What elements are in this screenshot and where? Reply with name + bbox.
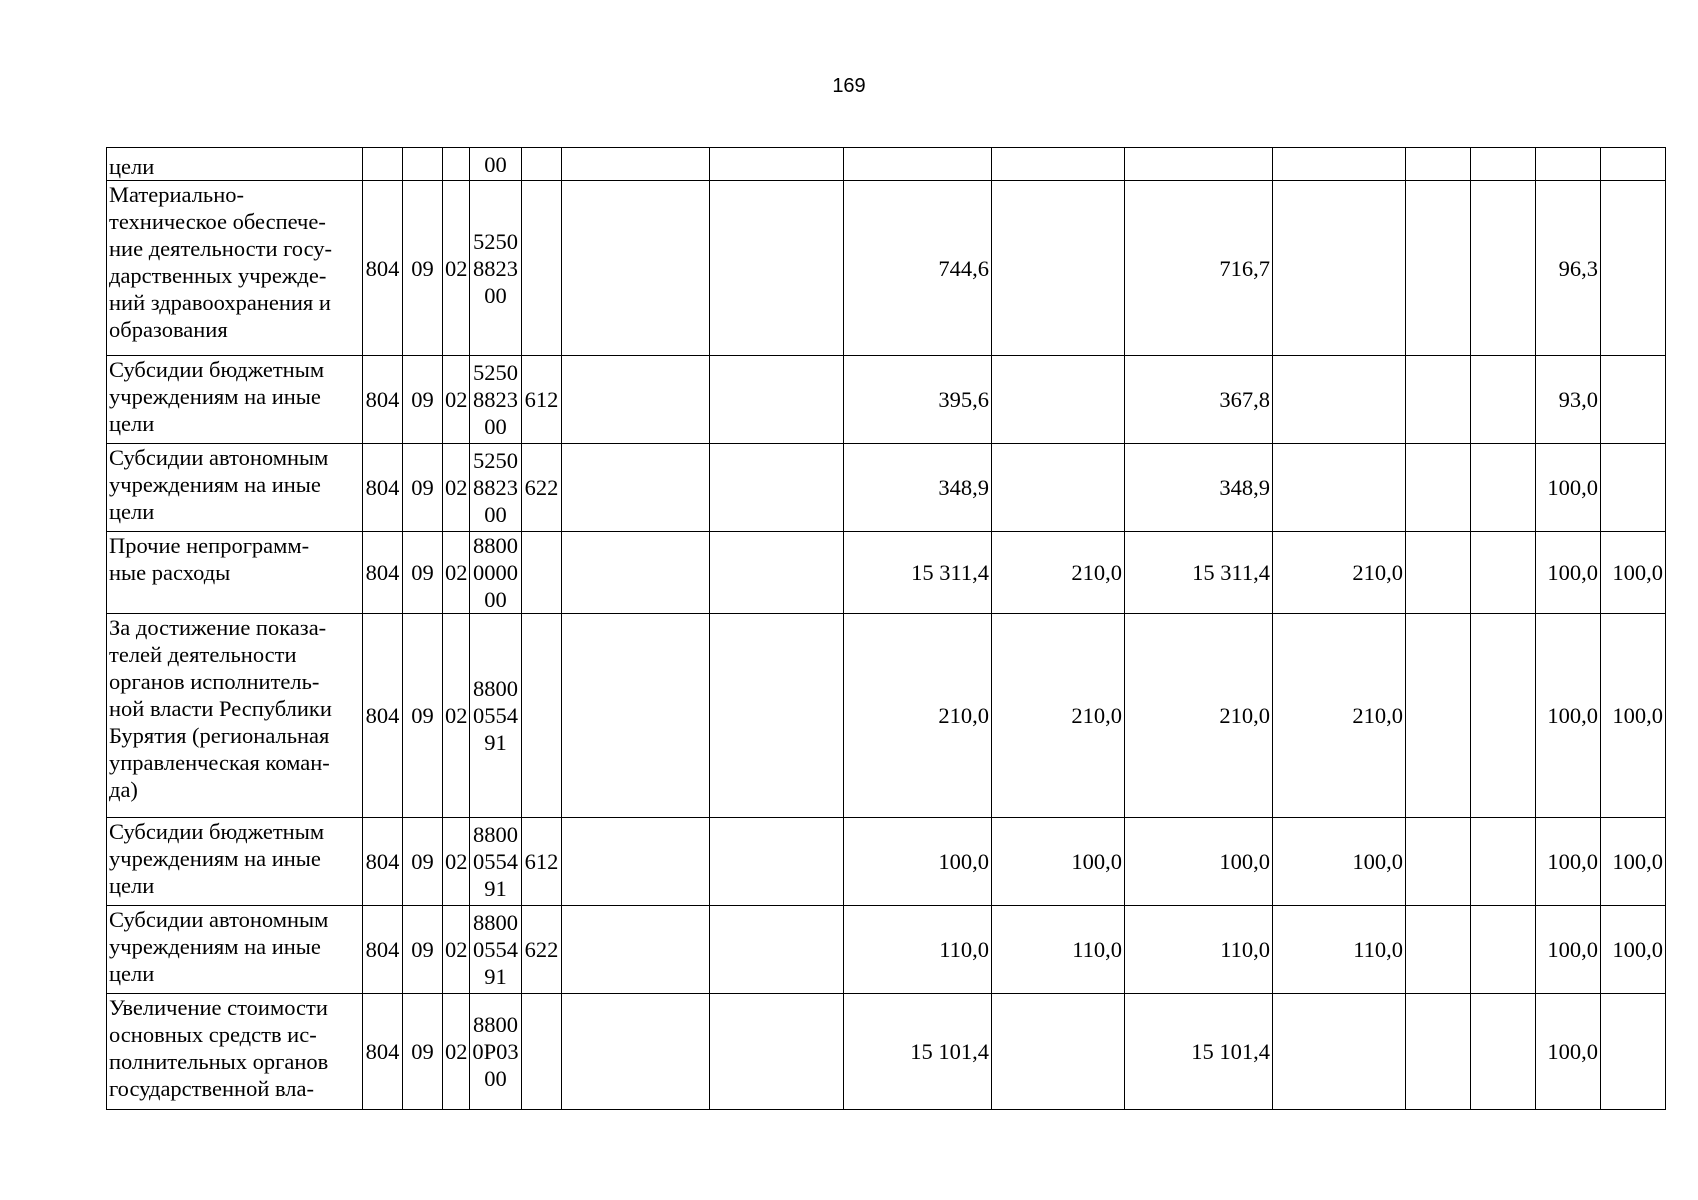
cell-fact: 110,0 [1125,906,1273,994]
cell-percent-federal [1601,181,1666,356]
table-row [107,906,1666,994]
cell-podrazdel: 02 [443,818,470,906]
table-row [107,148,1666,181]
cell-glava: 804 [363,356,403,444]
cell-percent-federal: 100,0 [1601,614,1666,818]
cell-razdel: 09 [403,356,443,444]
cell-expense-type: 612 [522,356,562,444]
cell-plan-federal: 110,0 [992,906,1125,994]
cell-empty [562,614,710,818]
cell-name: Субсидии автономным учреждениям на иные цели [107,906,363,994]
cell-plan: 210,0 [844,614,992,818]
cell-empty [1471,906,1536,994]
table-body [107,148,1666,1110]
cell-fact-federal: 110,0 [1273,906,1406,994]
cell-empty [1406,532,1471,614]
cell-empty [1406,356,1471,444]
cell-target-article: 8800 0554 91 [470,906,522,994]
cell-empty [562,994,710,1110]
cell-empty [710,532,844,614]
cell-percent-federal: 100,0 [1601,906,1666,994]
cell-podrazdel: 02 [443,906,470,994]
cell-empty [710,148,844,181]
cell-name: Материально- техническое обеспече- ние деятельности госу- дарственных учрежде- ний здравоохранения и образования [107,181,363,356]
cell-plan [844,148,992,181]
cell-percent-federal: 100,0 [1601,818,1666,906]
cell-empty [710,994,844,1110]
cell-expense-type [522,614,562,818]
cell-empty [1406,181,1471,356]
cell-glava: 804 [363,994,403,1110]
cell-plan: 15 311,4 [844,532,992,614]
cell-empty [1406,994,1471,1110]
cell-percent-federal: 100,0 [1601,532,1666,614]
cell-empty [710,906,844,994]
cell-glava: 804 [363,181,403,356]
cell-empty [1471,181,1536,356]
cell-podrazdel: 02 [443,994,470,1110]
table-row [107,444,1666,532]
cell-empty [562,181,710,356]
cell-podrazdel: 02 [443,614,470,818]
cell-name: Субсидии бюджетным учреждениям на иные цели [107,818,363,906]
cell-fact-federal: 210,0 [1273,532,1406,614]
cell-percent-federal [1601,994,1666,1110]
cell-empty [1406,906,1471,994]
cell-empty [562,444,710,532]
cell-razdel [403,148,443,181]
table-row [107,614,1666,818]
cell-empty [1471,994,1536,1110]
cell-plan: 348,9 [844,444,992,532]
cell-percent [1536,148,1601,181]
page-number: 169 [832,75,866,97]
cell-plan: 395,6 [844,356,992,444]
cell-target-article: 5250 8823 00 [470,444,522,532]
cell-empty [710,614,844,818]
cell-percent: 93,0 [1536,356,1601,444]
cell-empty [1471,818,1536,906]
cell-percent: 96,3 [1536,181,1601,356]
cell-empty [710,181,844,356]
cell-razdel: 09 [403,444,443,532]
cell-plan-federal [992,356,1125,444]
cell-empty [562,356,710,444]
cell-percent: 100,0 [1536,906,1601,994]
cell-plan: 110,0 [844,906,992,994]
cell-expense-type [522,181,562,356]
cell-empty [1406,148,1471,181]
cell-name: Прочие непрограмм- ные расходы [107,532,363,614]
cell-plan: 100,0 [844,818,992,906]
cell-razdel: 09 [403,994,443,1110]
cell-percent: 100,0 [1536,818,1601,906]
cell-fact: 367,8 [1125,356,1273,444]
cell-empty [1471,444,1536,532]
cell-target-article: 5250 8823 00 [470,181,522,356]
table-row [107,532,1666,614]
cell-fact: 716,7 [1125,181,1273,356]
cell-razdel: 09 [403,906,443,994]
cell-percent-federal [1601,444,1666,532]
cell-empty [1406,444,1471,532]
budget-table [106,147,1666,1110]
table-row [107,818,1666,906]
cell-podrazdel: 02 [443,181,470,356]
cell-empty [1471,356,1536,444]
cell-percent: 100,0 [1536,994,1601,1110]
cell-fact-federal [1273,148,1406,181]
cell-target-article: 8800 0554 91 [470,614,522,818]
cell-razdel: 09 [403,532,443,614]
cell-empty [1471,532,1536,614]
cell-fact-federal [1273,181,1406,356]
cell-empty [710,356,844,444]
cell-empty [562,148,710,181]
cell-plan-federal [992,444,1125,532]
table-row [107,356,1666,444]
cell-expense-type: 612 [522,818,562,906]
cell-expense-type [522,994,562,1110]
cell-name: Субсидии автономным учреждениям на иные цели [107,444,363,532]
cell-empty [1471,614,1536,818]
cell-fact-federal: 210,0 [1273,614,1406,818]
cell-target-article: 5250 8823 00 [470,356,522,444]
cell-razdel: 09 [403,818,443,906]
cell-empty [562,906,710,994]
table-row [107,181,1666,356]
cell-percent: 100,0 [1536,444,1601,532]
cell-glava [363,148,403,181]
cell-expense-type [522,532,562,614]
cell-plan-federal [992,994,1125,1110]
cell-empty [710,444,844,532]
cell-expense-type [522,148,562,181]
cell-podrazdel [443,148,470,181]
cell-glava: 804 [363,532,403,614]
cell-target-article: 00 [470,148,522,181]
cell-empty [710,818,844,906]
cell-target-article: 8800 0Р03 00 [470,994,522,1110]
cell-percent: 100,0 [1536,532,1601,614]
cell-podrazdel: 02 [443,444,470,532]
cell-empty [1406,614,1471,818]
cell-percent: 100,0 [1536,614,1601,818]
cell-glava: 804 [363,818,403,906]
cell-glava: 804 [363,444,403,532]
table-row [107,994,1666,1110]
cell-fact: 348,9 [1125,444,1273,532]
cell-empty [1406,818,1471,906]
cell-glava: 804 [363,614,403,818]
cell-razdel: 09 [403,614,443,818]
cell-fact-federal [1273,994,1406,1110]
cell-fact: 210,0 [1125,614,1273,818]
cell-percent-federal [1601,148,1666,181]
cell-target-article: 8800 0554 91 [470,818,522,906]
cell-plan: 744,6 [844,181,992,356]
cell-target-article: 8800 0000 00 [470,532,522,614]
cell-plan: 15 101,4 [844,994,992,1110]
cell-fact: 15 101,4 [1125,994,1273,1110]
cell-empty [1471,148,1536,181]
cell-expense-type: 622 [522,444,562,532]
cell-podrazdel: 02 [443,356,470,444]
cell-name: За достижение показа- телей деятельности органов исполнитель- ной власти Республики Бурятия (региональная управленческая коман- да) [107,614,363,818]
cell-expense-type: 622 [522,906,562,994]
cell-fact: 15 311,4 [1125,532,1273,614]
cell-name: Субсидии бюджетным учреждениям на иные цели [107,356,363,444]
cell-plan-federal: 210,0 [992,532,1125,614]
cell-empty [562,532,710,614]
cell-fact: 100,0 [1125,818,1273,906]
cell-fact-federal [1273,444,1406,532]
cell-plan-federal [992,148,1125,181]
cell-plan-federal: 100,0 [992,818,1125,906]
cell-empty [562,818,710,906]
cell-percent-federal [1601,356,1666,444]
cell-razdel: 09 [403,181,443,356]
cell-fact [1125,148,1273,181]
cell-fact-federal [1273,356,1406,444]
cell-name: Увеличение стоимости основных средств ис- полнительных органов государственной вла- [107,994,363,1110]
cell-glava: 804 [363,906,403,994]
cell-fact-federal: 100,0 [1273,818,1406,906]
cell-plan-federal: 210,0 [992,614,1125,818]
cell-name: цели [107,148,363,181]
cell-podrazdel: 02 [443,532,470,614]
cell-plan-federal [992,181,1125,356]
